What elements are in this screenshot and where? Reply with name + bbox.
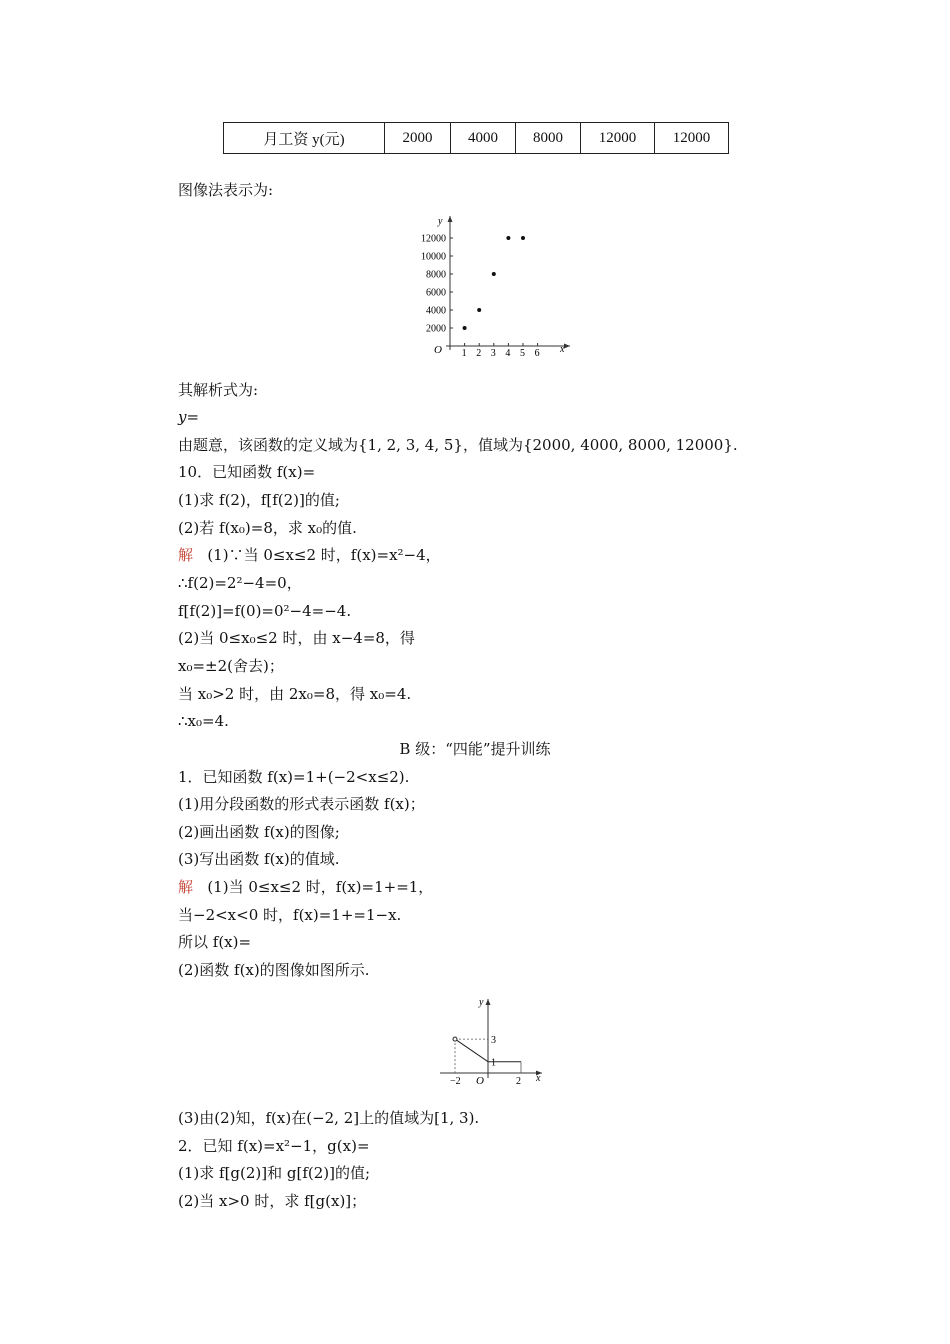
wage-table bbox=[223, 122, 729, 154]
chart-axes bbox=[421, 216, 570, 359]
piecewise-graph bbox=[430, 995, 550, 1090]
y-tick-label: 1 bbox=[491, 1057, 496, 1069]
solution-b1-line-1 bbox=[178, 877, 433, 897]
question-10-part2: (2)若 f(x₀)=8，求 x₀的值. bbox=[178, 519, 357, 537]
y-axis-label: y bbox=[479, 997, 484, 1008]
chart-points bbox=[463, 236, 525, 330]
table-cell: 2000 bbox=[385, 123, 451, 154]
solution-b1-line-2: 当−2<x<0 时，f(x)=1+=1−x. bbox=[178, 906, 402, 924]
solution-line-5: x₀=±2(舍去)； bbox=[178, 657, 284, 675]
question-b1: 1．已知函数 f(x)=1+(−2<x≤2). bbox=[178, 768, 410, 786]
y-tick-label: 3 bbox=[491, 1035, 496, 1047]
data-point bbox=[521, 236, 525, 240]
question-10-part1: (1)求 f(2)，f[f(2)]的值; bbox=[178, 491, 340, 509]
y-equals-text: y= bbox=[178, 408, 200, 426]
solution-line-7: ∴x₀=4. bbox=[178, 712, 229, 730]
table-header-cell: 月工资 y(元) bbox=[224, 123, 385, 154]
data-point bbox=[477, 308, 481, 312]
solution-line-2: ∴f(2)=2²−4=0， bbox=[178, 574, 302, 592]
domain-range-text: 由题意，该函数的定义域为{1, 2, 3, 4, 5}，值域为{2000, 4000, 8000, 12000}. bbox=[178, 436, 738, 454]
solution-text: (1)∵当 0≤x≤2 时，f(x)=x²−4， bbox=[207, 546, 441, 564]
chart-lines bbox=[453, 1037, 521, 1062]
open-endpoint bbox=[453, 1037, 457, 1041]
table-cell: 4000 bbox=[451, 123, 516, 154]
question-b1-part2: (2)画出函数 f(x)的图像; bbox=[178, 823, 340, 841]
y-axis-label: y bbox=[438, 216, 443, 227]
solution-text: (1)当 0≤x≤2 时，f(x)=1+=1， bbox=[207, 878, 434, 896]
y-tick-label: 10000 bbox=[421, 251, 446, 263]
x-axis-label: x bbox=[560, 344, 565, 355]
analytic-text: 其解析式为: bbox=[178, 381, 259, 399]
x-tick-label: −2 bbox=[450, 1076, 461, 1087]
x-axis-label: x bbox=[536, 1073, 541, 1084]
y-tick-label: 2000 bbox=[426, 323, 446, 335]
y-tick-label: 8000 bbox=[426, 269, 446, 281]
y-tick-label: 4000 bbox=[426, 305, 446, 317]
x-tick-label: 3 bbox=[490, 348, 496, 359]
origin-label: O bbox=[434, 344, 442, 356]
x-tick-label: 4 bbox=[505, 348, 511, 359]
solution-mark: 解 bbox=[178, 878, 194, 896]
table-cell: 12000 bbox=[655, 123, 729, 154]
y-tick-label: 6000 bbox=[426, 287, 446, 299]
question-b2: 2．已知 f(x)=x²−1，g(x)= bbox=[178, 1137, 370, 1155]
y-axis-arrow bbox=[486, 999, 491, 1005]
table-cell: 12000 bbox=[581, 123, 655, 154]
x-tick-label: 1 bbox=[461, 348, 467, 359]
y-tick-label: 12000 bbox=[421, 233, 446, 245]
origin-label: O bbox=[476, 1075, 484, 1087]
x-tick-label: 2 bbox=[516, 1076, 521, 1087]
question-b1-part1: (1)用分段函数的形式表示函数 f(x)； bbox=[178, 795, 425, 813]
x-axis-arrow bbox=[564, 344, 570, 349]
question-b2-part2: (2)当 x>0 时，求 f[g(x)]； bbox=[178, 1192, 367, 1210]
y-axis-arrow bbox=[448, 216, 453, 222]
graph-segment bbox=[455, 1039, 488, 1062]
x-tick-label: 5 bbox=[520, 348, 525, 359]
image-intro-text: 图像法表示为: bbox=[178, 181, 274, 199]
data-point bbox=[506, 236, 510, 240]
solution-line-6: 当 x₀>2 时，由 2x₀=8，得 x₀=4. bbox=[178, 685, 412, 703]
x-tick-label: 6 bbox=[534, 348, 540, 359]
question-b1-part3: (3)写出函数 f(x)的值域. bbox=[178, 850, 340, 868]
solution-b1-line-5: (3)由(2)知，f(x)在(−2, 2]上的值域为[1, 3). bbox=[178, 1109, 480, 1127]
question-b2-part1: (1)求 f[g(2)]和 g[f(2)]的值; bbox=[178, 1164, 371, 1182]
section-heading: B 级：“四能”提升训练 bbox=[399, 740, 551, 758]
solution-mark: 解 bbox=[178, 546, 194, 564]
solution-b1-line-3: 所以 f(x)= bbox=[178, 933, 252, 951]
table-row bbox=[224, 123, 729, 154]
solution-line-1 bbox=[178, 545, 441, 565]
chart-axes bbox=[440, 999, 542, 1087]
data-point bbox=[463, 326, 467, 330]
wage-scatter-chart bbox=[410, 212, 580, 362]
x-tick-label: 2 bbox=[476, 348, 482, 359]
solution-b1-line-4: (2)函数 f(x)的图像如图所示. bbox=[178, 961, 370, 979]
solution-line-4: (2)当 0≤x₀≤2 时，由 x−4=8，得 bbox=[178, 629, 415, 647]
solution-line-3: f[f(2)]=f(0)=0²−4=−4. bbox=[178, 602, 352, 620]
data-point bbox=[492, 272, 496, 276]
table-cell: 8000 bbox=[516, 123, 581, 154]
question-10: 10．已知函数 f(x)= bbox=[178, 463, 316, 481]
